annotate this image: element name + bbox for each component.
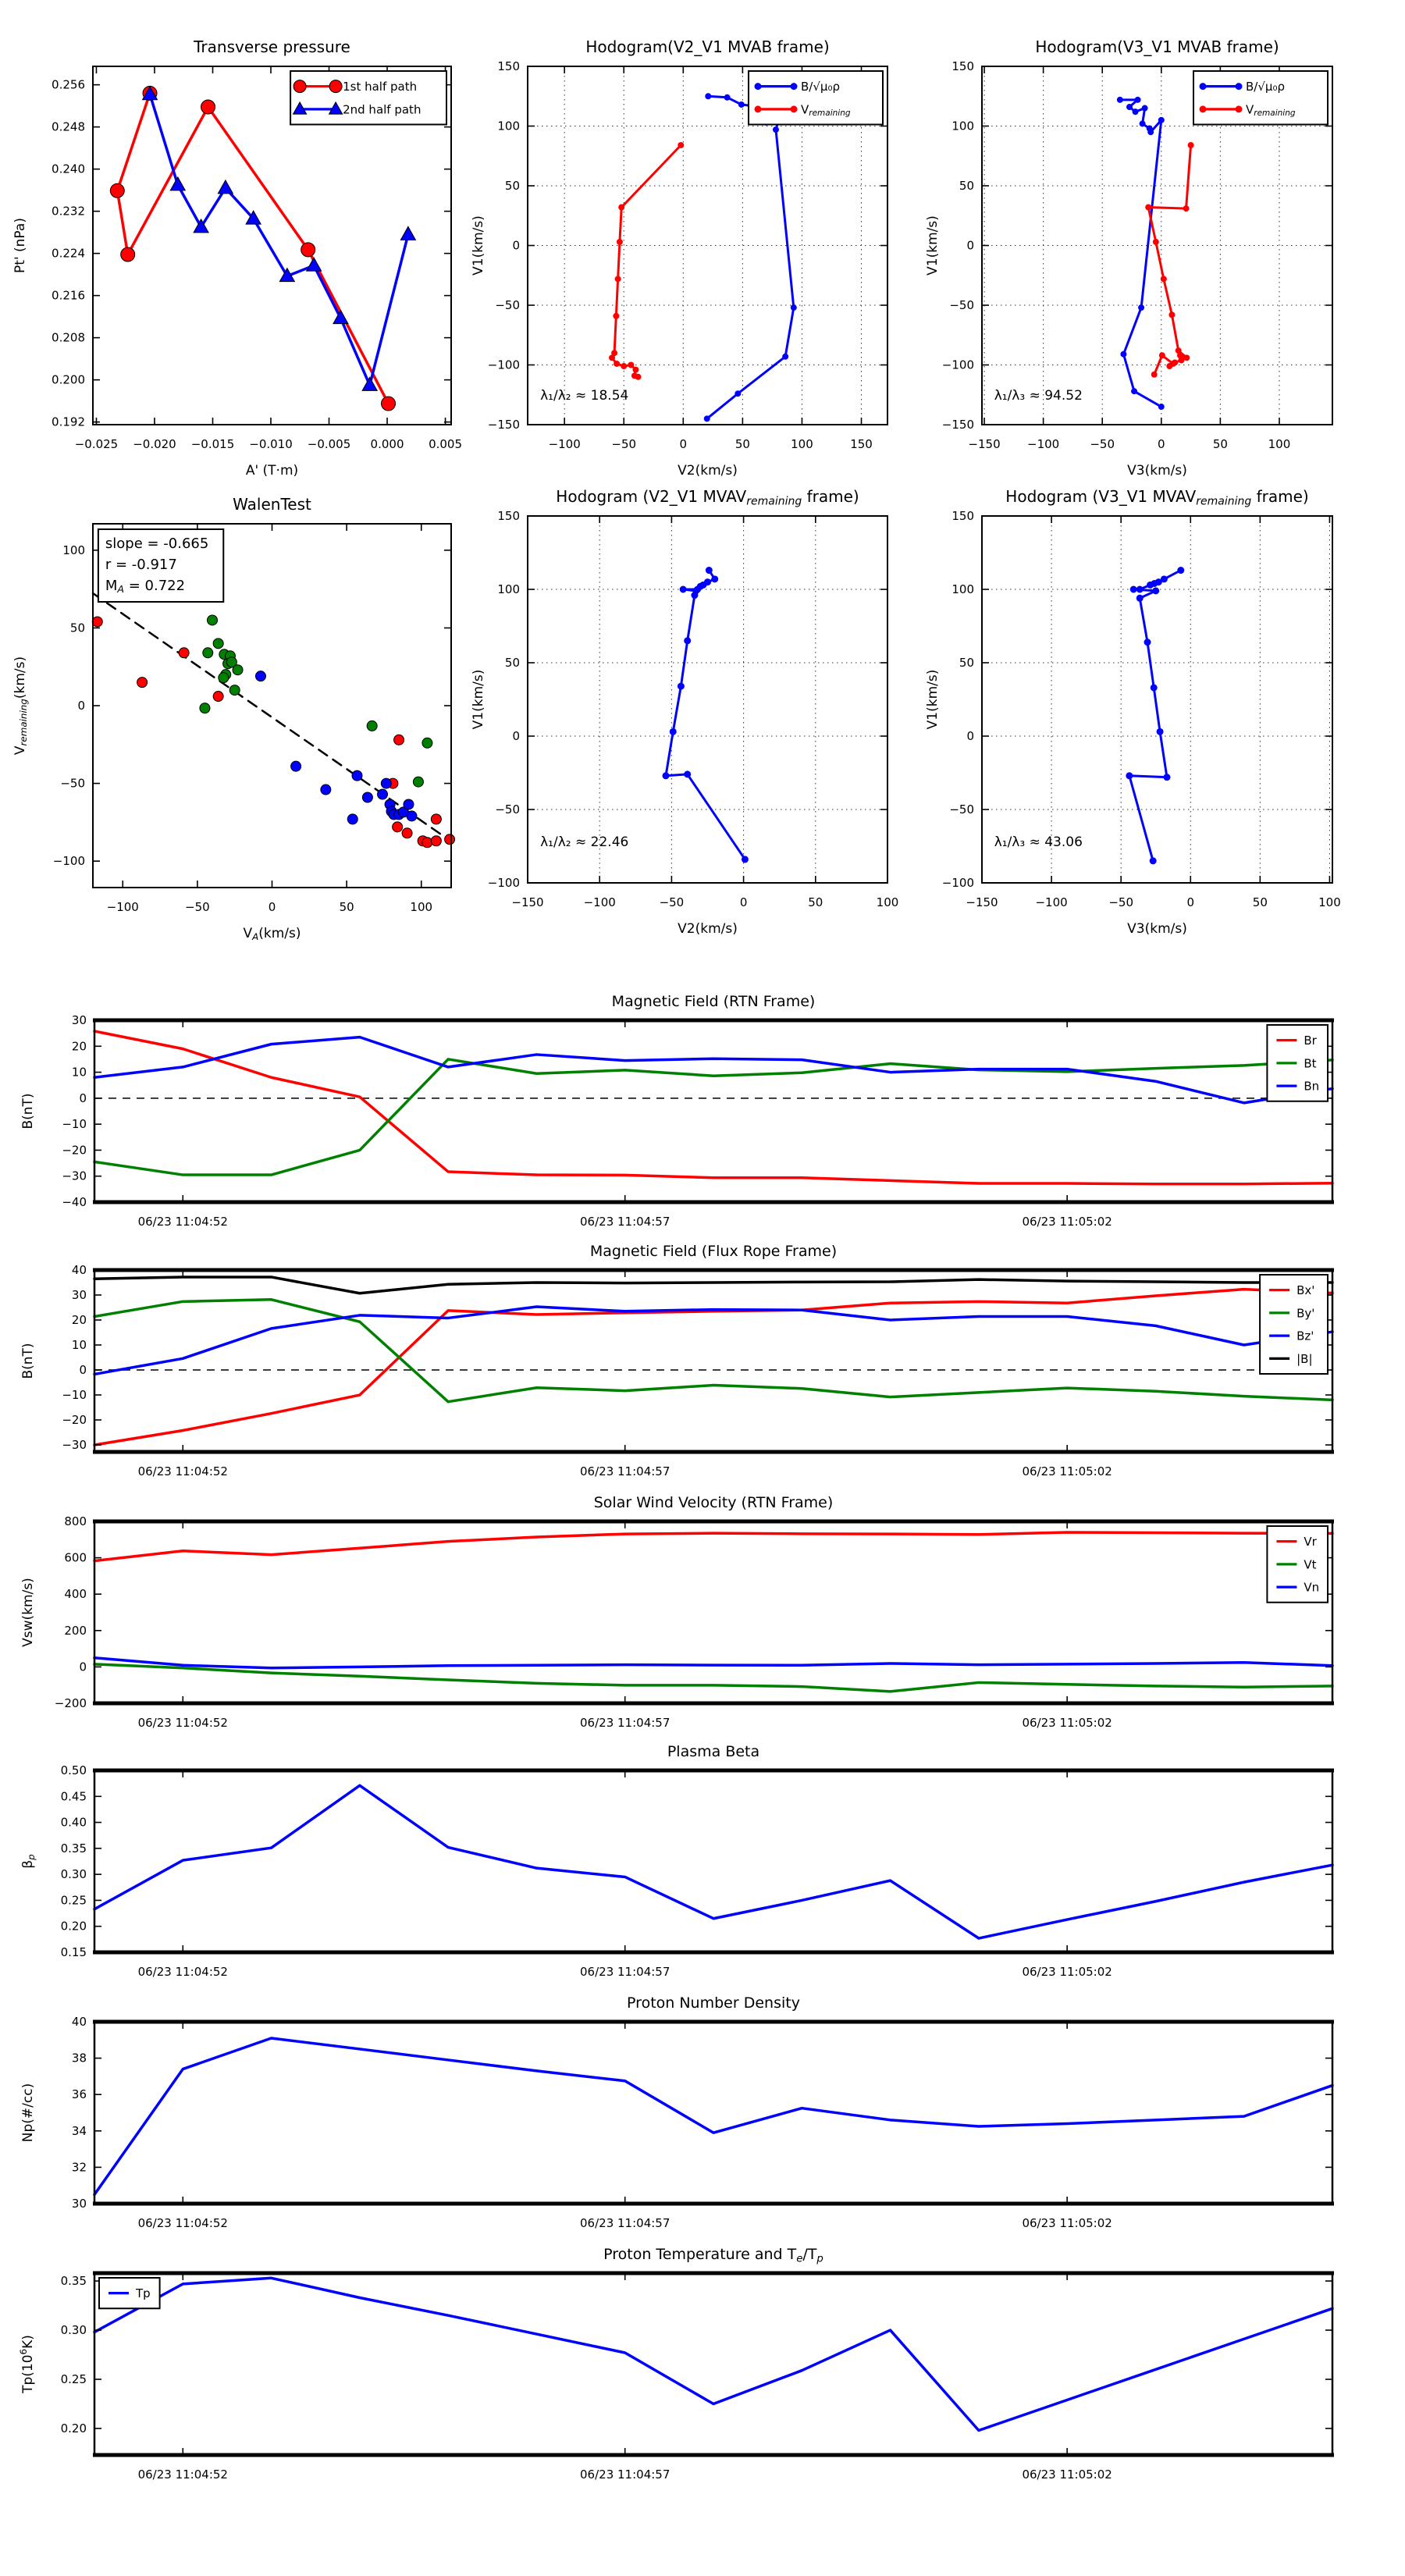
svg-text:32: 32 bbox=[71, 2160, 87, 2175]
svg-text:0.25: 0.25 bbox=[60, 1893, 87, 1908]
svg-text:100: 100 bbox=[1318, 895, 1341, 909]
chart-hodogram-v3v1-mvab bbox=[921, 23, 1360, 491]
svg-text:0.216: 0.216 bbox=[52, 288, 85, 303]
svg-text:−100: −100 bbox=[941, 876, 974, 890]
svg-text:06/23 11:05:02: 06/23 11:05:02 bbox=[1022, 1965, 1112, 1979]
svg-text:−50: −50 bbox=[60, 776, 85, 791]
svg-text:−100: −100 bbox=[583, 895, 616, 909]
svg-text:Tp(106K): $Tp(10^6K)$ bbox=[18, 2335, 36, 2393]
svg-text:06/23 11:04:57: 06/23 11:04:57 bbox=[580, 1464, 670, 1478]
svg-text:50: 50 bbox=[808, 895, 823, 909]
svg-text:By': By' bbox=[1297, 1306, 1315, 1321]
svg-text:06/23 11:05:02: 06/23 11:05:02 bbox=[1022, 2467, 1112, 2482]
svg-text:Plasma Beta: Plasma Beta bbox=[667, 1743, 760, 1760]
svg-text:0.30: 0.30 bbox=[60, 1867, 87, 1882]
svg-text:0.192: 0.192 bbox=[52, 415, 85, 429]
svg-text:−0.005: −0.005 bbox=[307, 437, 351, 451]
svg-text:−150: −150 bbox=[487, 418, 520, 432]
svg-text:V1(km/s): V1(km/s) bbox=[471, 669, 486, 730]
svg-text:0: 0 bbox=[1158, 437, 1165, 451]
svg-text:150: 150 bbox=[850, 437, 873, 451]
svg-text:100: 100 bbox=[876, 895, 899, 909]
svg-text:0: 0 bbox=[77, 699, 85, 713]
svg-text:A' (T·m): A' (T·m) bbox=[245, 463, 299, 479]
svg-text:−100: −100 bbox=[1027, 437, 1060, 451]
svg-text:10: 10 bbox=[71, 1065, 87, 1080]
svg-text:−40: −40 bbox=[62, 1195, 87, 1209]
svg-text:WalenTest: WalenTest bbox=[233, 495, 311, 514]
svg-text:0.200: 0.200 bbox=[52, 372, 85, 387]
svg-text:slope = -0.665: slope = -0.665 bbox=[105, 535, 209, 552]
svg-text:06/23 11:04:57: 06/23 11:04:57 bbox=[580, 2216, 670, 2230]
svg-text:0: 0 bbox=[966, 238, 974, 253]
svg-text:−50: −50 bbox=[495, 298, 520, 312]
svg-text:100: 100 bbox=[951, 119, 974, 133]
svg-text:Pt' (nPa): Pt' (nPa) bbox=[12, 218, 28, 273]
svg-text:150: 150 bbox=[951, 509, 974, 523]
svg-text:0: 0 bbox=[79, 1660, 87, 1674]
svg-text:−30: −30 bbox=[62, 1169, 87, 1183]
svg-text:−10: −10 bbox=[62, 1117, 87, 1132]
svg-text:0: 0 bbox=[739, 895, 748, 909]
hodogram-v3v1-mvab-canvas bbox=[921, 23, 1360, 491]
svg-text:50: 50 bbox=[69, 621, 85, 635]
proton-number-density-canvas bbox=[9, 1979, 1360, 2270]
svg-text:−20: −20 bbox=[62, 1413, 87, 1428]
svg-text:06/23 11:04:52: 06/23 11:04:52 bbox=[137, 1716, 228, 1730]
hodogram-v3v1-mvav-canvas bbox=[921, 473, 1360, 949]
svg-text:−10: −10 bbox=[62, 1388, 87, 1403]
svg-text:40: 40 bbox=[71, 2015, 87, 2029]
svg-text:B/√μ₀ρ: B/√μ₀ρ bbox=[1246, 80, 1285, 94]
svg-text:V3(km/s): V3(km/s) bbox=[1127, 921, 1187, 937]
svg-text:400: 400 bbox=[64, 1587, 87, 1602]
svg-text:200: 200 bbox=[64, 1623, 87, 1638]
chart-hodogram-v3v1-mvav bbox=[921, 473, 1360, 949]
svg-text:Magnetic Field (RTN Frame): Magnetic Field (RTN Frame) bbox=[611, 993, 816, 1010]
svg-text:Hodogram(V2_V1 MVAB frame): Hodogram(V2_V1 MVAB frame) bbox=[585, 37, 830, 56]
chart-proton-number-density bbox=[9, 1979, 1360, 2270]
svg-text:0: 0 bbox=[966, 729, 974, 743]
svg-text:0: 0 bbox=[679, 437, 688, 451]
svg-text:0.248: 0.248 bbox=[52, 119, 85, 134]
svg-text:−0.020: −0.020 bbox=[133, 437, 176, 451]
svg-text:−50: −50 bbox=[949, 298, 974, 312]
svg-text:06/23 11:04:57: 06/23 11:04:57 bbox=[580, 2467, 670, 2482]
svg-text:VA(km/s): VA(km/s) bbox=[243, 926, 301, 943]
svg-text:−50: −50 bbox=[495, 802, 520, 817]
svg-text:0: 0 bbox=[512, 238, 520, 253]
svg-text:06/23 11:04:52: 06/23 11:04:52 bbox=[137, 1464, 228, 1478]
svg-text:−50: −50 bbox=[659, 895, 685, 909]
svg-text:50: 50 bbox=[339, 900, 354, 914]
svg-text:Bx': Bx' bbox=[1297, 1283, 1315, 1298]
svg-text:06/23 11:04:52: 06/23 11:04:52 bbox=[137, 2216, 228, 2230]
svg-text:Tp: Tp bbox=[136, 2286, 151, 2301]
svg-text:0.224: 0.224 bbox=[52, 246, 85, 261]
svg-text:Solar Wind Velocity (RTN Frame: Solar Wind Velocity (RTN Frame) bbox=[593, 1494, 834, 1511]
svg-text:V1(km/s): V1(km/s) bbox=[925, 669, 941, 730]
svg-text:100: 100 bbox=[1268, 437, 1291, 451]
svg-text:0.30: 0.30 bbox=[60, 2323, 87, 2338]
svg-text:0.15: 0.15 bbox=[60, 1945, 87, 1959]
svg-text:38: 38 bbox=[71, 2051, 87, 2065]
svg-text:−100: −100 bbox=[941, 358, 974, 372]
svg-text:0: 0 bbox=[512, 729, 520, 743]
svg-text:−100: −100 bbox=[487, 358, 520, 372]
svg-text:−50: −50 bbox=[1108, 895, 1134, 909]
svg-text:36: 36 bbox=[71, 2087, 87, 2102]
svg-text:40: 40 bbox=[71, 1263, 87, 1277]
hodogram-v2v1-mvav-canvas bbox=[467, 473, 915, 949]
svg-text:Np(#/cc): Np(#/cc) bbox=[20, 2083, 36, 2143]
svg-text:100: 100 bbox=[497, 582, 520, 596]
svg-text:−50: −50 bbox=[611, 437, 637, 451]
svg-text:Vremaining: Vremaining bbox=[1246, 102, 1296, 118]
svg-text:λ₁/λ₃ ≈ 43.06: λ₁/λ₃ ≈ 43.06 bbox=[994, 834, 1083, 850]
svg-text:λ₁/λ₂ ≈ 22.46: λ₁/λ₂ ≈ 22.46 bbox=[540, 834, 629, 850]
svg-text:150: 150 bbox=[951, 59, 974, 73]
svg-text:0: 0 bbox=[79, 1363, 87, 1378]
svg-text:1st half path: 1st half path bbox=[343, 80, 418, 94]
svg-text:100: 100 bbox=[62, 543, 85, 557]
svg-text:Magnetic Field (Flux Rope Fram: Magnetic Field (Flux Rope Frame) bbox=[589, 1243, 838, 1260]
proton-temperature-canvas bbox=[9, 2230, 1360, 2521]
svg-text:0.45: 0.45 bbox=[60, 1789, 87, 1804]
svg-text:50: 50 bbox=[735, 437, 750, 451]
chart-hodogram-v2v1-mvab bbox=[467, 23, 915, 491]
svg-text:Hodogram (V3_V1 MVAVremaining: Hodogram (V3_V1 MVAVremaining frame) bbox=[1005, 487, 1309, 508]
svg-text:06/23 11:04:52: 06/23 11:04:52 bbox=[137, 1215, 228, 1229]
svg-text:Br: Br bbox=[1304, 1034, 1317, 1048]
chart-magnetic-field-rtn bbox=[9, 977, 1360, 1268]
solar-wind-velocity-canvas bbox=[9, 1478, 1360, 1770]
svg-text:2nd half path: 2nd half path bbox=[343, 102, 422, 117]
svg-text:V2(km/s): V2(km/s) bbox=[678, 921, 738, 937]
svg-text:Hodogram(V3_V1 MVAB frame): Hodogram(V3_V1 MVAB frame) bbox=[1035, 37, 1279, 56]
svg-text:30: 30 bbox=[71, 1013, 87, 1027]
svg-text:0.208: 0.208 bbox=[52, 330, 85, 345]
svg-text:−100: −100 bbox=[106, 900, 139, 914]
svg-text:Hodogram (V2_V1 MVAVremaining: Hodogram (V2_V1 MVAVremaining frame) bbox=[556, 487, 859, 508]
svg-text:−20: −20 bbox=[62, 1143, 87, 1158]
svg-text:Bt: Bt bbox=[1304, 1056, 1317, 1071]
svg-text:06/23 11:05:02: 06/23 11:05:02 bbox=[1022, 2216, 1112, 2230]
svg-text:100: 100 bbox=[791, 437, 813, 451]
svg-text:0.20: 0.20 bbox=[60, 2421, 87, 2435]
svg-text:0.40: 0.40 bbox=[60, 1815, 87, 1830]
svg-text:06/23 11:05:02: 06/23 11:05:02 bbox=[1022, 1716, 1112, 1730]
svg-text:0: 0 bbox=[1186, 895, 1195, 909]
svg-text:−30: −30 bbox=[62, 1438, 87, 1453]
svg-text:50: 50 bbox=[504, 179, 520, 193]
svg-text:−100: −100 bbox=[52, 854, 85, 869]
svg-text:−150: −150 bbox=[968, 437, 1001, 451]
svg-text:600: 600 bbox=[64, 1550, 87, 1565]
svg-text:150: 150 bbox=[497, 509, 520, 523]
svg-text:−50: −50 bbox=[1090, 437, 1115, 451]
chart-proton-temperature bbox=[9, 2230, 1360, 2521]
svg-text:Vremaining(km/s): Vremaining(km/s) bbox=[12, 656, 30, 756]
svg-text:−0.015: −0.015 bbox=[190, 437, 235, 451]
svg-text:0: 0 bbox=[79, 1091, 87, 1105]
svg-text:0.232: 0.232 bbox=[52, 204, 85, 219]
svg-text:−100: −100 bbox=[548, 437, 581, 451]
svg-text:V2(km/s): V2(km/s) bbox=[678, 463, 738, 479]
svg-text:B(nT): B(nT) bbox=[20, 1343, 36, 1379]
svg-text:10: 10 bbox=[71, 1338, 87, 1353]
svg-text:06/23 11:04:57: 06/23 11:04:57 bbox=[580, 1215, 670, 1229]
svg-text:B(nT): B(nT) bbox=[20, 1093, 36, 1130]
plasma-beta-canvas bbox=[9, 1727, 1360, 2019]
svg-text:20: 20 bbox=[71, 1313, 87, 1328]
svg-text:30: 30 bbox=[71, 2197, 87, 2211]
svg-text:0.000: 0.000 bbox=[370, 437, 404, 451]
svg-text:Vsw(km/s): Vsw(km/s) bbox=[20, 1578, 36, 1647]
svg-text:0.256: 0.256 bbox=[52, 77, 85, 92]
walen-test-canvas bbox=[7, 481, 478, 954]
svg-text:λ₁/λ₂ ≈ 18.54: λ₁/λ₂ ≈ 18.54 bbox=[540, 387, 629, 404]
svg-text:06/23 11:04:52: 06/23 11:04:52 bbox=[137, 1965, 228, 1979]
magnetic-field-rtn-canvas bbox=[9, 977, 1360, 1268]
svg-text:0: 0 bbox=[268, 900, 276, 914]
svg-text:−50: −50 bbox=[949, 802, 974, 817]
svg-text:50: 50 bbox=[959, 179, 974, 193]
svg-text:Proton Number Density: Proton Number Density bbox=[627, 1994, 800, 2012]
svg-text:Bz': Bz' bbox=[1297, 1329, 1314, 1343]
svg-text:0.50: 0.50 bbox=[60, 1763, 87, 1777]
svg-text:0.240: 0.240 bbox=[52, 162, 85, 176]
svg-text:B/√μ₀ρ: B/√μ₀ρ bbox=[801, 80, 840, 94]
svg-text:−150: −150 bbox=[941, 418, 974, 432]
svg-text:|B|: |B| bbox=[1297, 1351, 1313, 1366]
svg-text:−150: −150 bbox=[511, 895, 544, 909]
svg-text:06/23 11:04:52: 06/23 11:04:52 bbox=[137, 2467, 228, 2482]
svg-text:0.25: 0.25 bbox=[60, 2372, 87, 2387]
svg-text:Vt: Vt bbox=[1304, 1557, 1317, 1572]
svg-text:06/23 11:04:57: 06/23 11:04:57 bbox=[580, 1716, 670, 1730]
chart-hodogram-v2v1-mvav bbox=[467, 473, 915, 949]
svg-text:V1(km/s): V1(km/s) bbox=[925, 215, 941, 276]
svg-text:06/23 11:04:57: 06/23 11:04:57 bbox=[580, 1965, 670, 1979]
chart-solar-wind-velocity bbox=[9, 1478, 1360, 1770]
svg-text:100: 100 bbox=[410, 900, 433, 914]
transverse-pressure-canvas bbox=[7, 23, 478, 491]
magnetic-field-flux-rope-canvas bbox=[9, 1227, 1360, 1518]
svg-text:50: 50 bbox=[1212, 437, 1228, 451]
svg-text:50: 50 bbox=[1252, 895, 1268, 909]
svg-text:Vr: Vr bbox=[1304, 1535, 1317, 1550]
svg-text:0.005: 0.005 bbox=[429, 437, 463, 451]
svg-text:λ₁/λ₃ ≈ 94.52: λ₁/λ₃ ≈ 94.52 bbox=[994, 387, 1083, 404]
svg-text:100: 100 bbox=[951, 582, 974, 596]
chart-walen-test bbox=[7, 481, 478, 954]
svg-text:Transverse pressure: Transverse pressure bbox=[194, 37, 350, 56]
svg-text:50: 50 bbox=[504, 656, 520, 670]
svg-text:150: 150 bbox=[497, 59, 520, 73]
svg-text:−100: −100 bbox=[487, 876, 520, 890]
svg-text:Proton Temperature and Te/Tp: Proton Temperature and Te/Tp bbox=[603, 2246, 823, 2265]
chart-magnetic-field-flux-rope bbox=[9, 1227, 1360, 1518]
svg-text:34: 34 bbox=[71, 2123, 87, 2138]
svg-text:20: 20 bbox=[71, 1039, 87, 1054]
svg-text:100: 100 bbox=[497, 119, 520, 133]
svg-text:−0.025: −0.025 bbox=[74, 437, 119, 451]
svg-text:r = -0.917: r = -0.917 bbox=[105, 556, 177, 573]
svg-text:MA = 0.722: MA = 0.722 bbox=[105, 577, 186, 596]
svg-text:−100: −100 bbox=[1035, 895, 1068, 909]
svg-text:30: 30 bbox=[71, 1288, 87, 1303]
svg-text:Bn: Bn bbox=[1304, 1079, 1320, 1094]
chart-transverse-pressure bbox=[7, 23, 478, 491]
chart-plasma-beta bbox=[9, 1727, 1360, 2019]
svg-text:−200: −200 bbox=[54, 1696, 87, 1710]
svg-text:Vremaining: Vremaining bbox=[801, 102, 851, 118]
svg-text:06/23 11:05:02: 06/23 11:05:02 bbox=[1022, 1464, 1112, 1478]
svg-text:V3(km/s): V3(km/s) bbox=[1127, 463, 1187, 479]
svg-text:0.20: 0.20 bbox=[60, 1919, 87, 1934]
svg-text:0.35: 0.35 bbox=[60, 2274, 87, 2289]
svg-text:06/23 11:05:02: 06/23 11:05:02 bbox=[1022, 1215, 1112, 1229]
svg-text:−50: −50 bbox=[185, 900, 210, 914]
hodogram-v2v1-mvab-canvas bbox=[467, 23, 915, 491]
svg-text:V1(km/s): V1(km/s) bbox=[471, 215, 486, 276]
svg-text:Vn: Vn bbox=[1304, 1580, 1320, 1595]
svg-text:50: 50 bbox=[959, 656, 974, 670]
svg-text:−0.010: −0.010 bbox=[249, 437, 293, 451]
svg-text:−150: −150 bbox=[966, 895, 998, 909]
svg-text:0.35: 0.35 bbox=[60, 1841, 87, 1856]
svg-text:800: 800 bbox=[64, 1514, 87, 1528]
svg-text:βp: βp bbox=[20, 1854, 37, 1869]
